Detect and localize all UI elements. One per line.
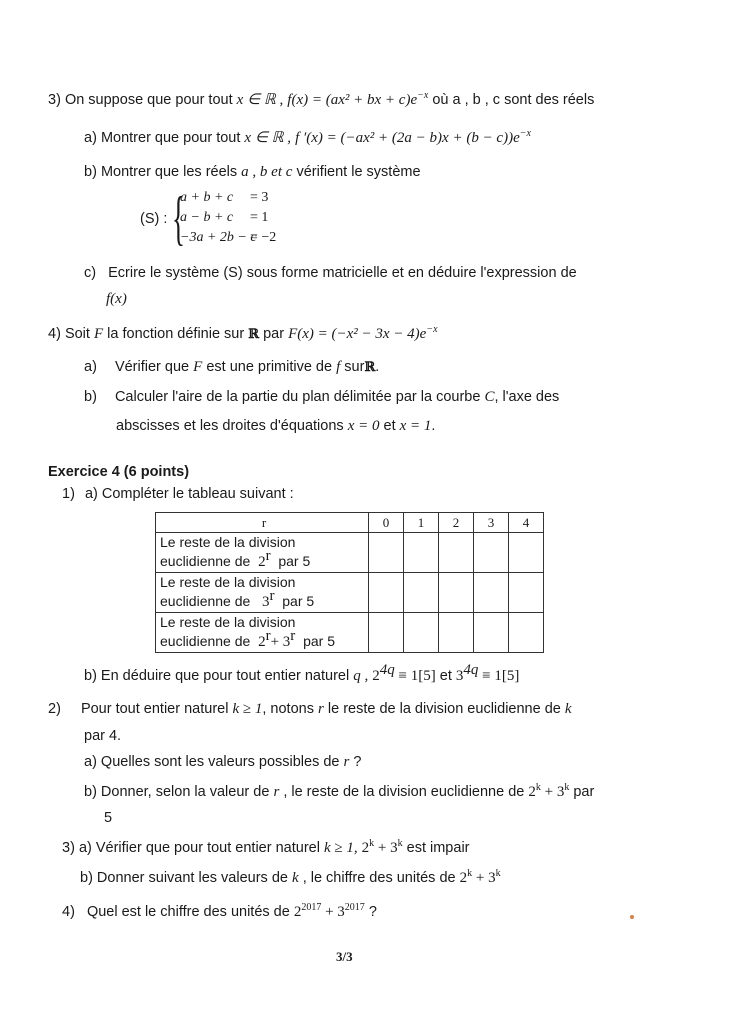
- ex4-q2-text1: Pour tout entier naturel: [80, 701, 229, 717]
- ex4-q2-line: [48, 699, 572, 719]
- ex4-q3a-line: [62, 838, 470, 858]
- exercise-4-title: Exercice 4 (6 points): [48, 464, 190, 480]
- q4b-line2: [116, 416, 435, 436]
- ex4-q3a-k: k ≥ 1,: [323, 840, 358, 856]
- ex4-q4-text: Quel est le chiffre des unités de: [86, 904, 290, 920]
- ex4-q1b-q: q ,: [353, 668, 369, 684]
- ex4-q4-number: 4): [62, 904, 75, 920]
- ex4-q1b-congruence-1: $2^{4q} \equiv 1[5]$: [372, 662, 436, 684]
- row-label-3r: Le reste de la division euclidienne de 3$^r$ par 5: [156, 573, 369, 613]
- q3b-label: b): [84, 164, 97, 180]
- q4a-F: F: [193, 359, 203, 375]
- q3b-text: Montrer que les réels: [100, 164, 238, 180]
- q4b-et: et: [383, 418, 396, 434]
- table-cell[interactable]: [474, 533, 509, 573]
- system-row-1-rhs: = 3: [250, 190, 269, 205]
- header-0: 0: [369, 513, 404, 533]
- q4-R: ℝ: [248, 327, 260, 342]
- ex4-q2-text2: , notons: [262, 701, 314, 717]
- ex4-q3a-tail: est impair: [406, 840, 470, 856]
- table-cell[interactable]: [404, 533, 439, 573]
- ex4-q4-expression: $2^{2017} + 3^{2017}$: [293, 902, 365, 920]
- system-row-2-lhs: a − b + c: [180, 210, 234, 225]
- ex4-q2a-r: r: [343, 754, 350, 770]
- table-cell[interactable]: [439, 573, 474, 613]
- ex4-q2b-line2: 5: [104, 810, 113, 826]
- q4b-end: .: [431, 418, 436, 434]
- q3c-label: c): [84, 265, 97, 281]
- q3a-label: a): [84, 130, 97, 146]
- system-label: (S) :: [140, 211, 168, 227]
- q4a-label: a): [84, 359, 97, 375]
- q4b-x1: x = 1: [399, 418, 432, 434]
- table-cell[interactable]: [439, 533, 474, 573]
- table-cell[interactable]: [369, 613, 404, 653]
- q4a-text1: Vérifier que: [114, 359, 190, 375]
- ex4-q1a-line: [62, 484, 294, 504]
- system-row-3-lhs: −3a + 2b − c: [180, 230, 257, 245]
- q4a-f: f: [336, 359, 341, 375]
- q3a-condition: x ∈ ℝ ,: [244, 130, 292, 146]
- ex4-q3b-text: b) Donner suivant les valeurs de: [80, 870, 288, 886]
- q4b-C: C: [484, 389, 495, 405]
- ex4-q3-number: 3): [62, 840, 75, 856]
- row-label-2r: Le reste de la division euclidienne de 2$^r$ par 5: [156, 533, 369, 573]
- ex4-q4-line: [62, 902, 377, 922]
- ex4-q2b-text2: , le reste de la division euclidienne de: [283, 784, 525, 800]
- ex4-q2b-text1: b) Donner, selon la valeur de: [84, 784, 270, 800]
- ex4-q2-text3: le reste de la division euclidienne de: [327, 701, 561, 717]
- header-1: 1: [404, 513, 439, 533]
- table-header-row: [156, 513, 544, 533]
- ex4-q2a-text: a) Quelles sont les valeurs possibles de: [84, 754, 340, 770]
- q4b-line2-text: abscisses et les droites d'équations: [116, 418, 344, 434]
- ex4-q2b-r: r: [273, 784, 280, 800]
- q3c-function: f(x): [106, 291, 127, 307]
- q4a-line: [84, 357, 379, 378]
- table-row: [156, 613, 544, 653]
- ex4-q1b-line: [84, 662, 520, 686]
- ex4-q2b-line: [84, 782, 594, 802]
- ex4-q2a-line: [84, 752, 361, 772]
- q3c-line: [84, 263, 577, 283]
- table-cell[interactable]: [509, 533, 544, 573]
- ex4-q1-number: 1): [62, 486, 75, 502]
- q3-tail: où a , b , c sont des réels: [432, 92, 595, 108]
- q4b-line: [84, 387, 559, 407]
- ex4-q2b-expression: $2^k + 3^k$: [528, 782, 570, 800]
- header-2: 2: [439, 513, 474, 533]
- ex4-q3a-expression: $2^k + 3^k$: [361, 838, 403, 856]
- table-cell[interactable]: [509, 573, 544, 613]
- q4a-text3: sur: [344, 359, 365, 375]
- q3b-vars: a , b et c: [241, 164, 293, 180]
- q3a-text: Montrer que pour tout: [100, 130, 241, 146]
- ex4-q1a-text: a) Compléter le tableau suivant :: [84, 486, 294, 502]
- system-row-2-rhs: = 1: [250, 210, 269, 225]
- q3b-tail: vérifient le système: [296, 164, 421, 180]
- q3c-text: Ecrire le système (S) sous forme matricielle et en déduire l'expression de: [108, 265, 577, 281]
- ex4-q2-k: k ≥ 1: [232, 701, 263, 717]
- q4b-x0: x = 0: [347, 418, 380, 434]
- row-label-2r-3r: Le reste de la division euclidienne de $2^r+ 3^r$ par 5: [156, 613, 369, 653]
- q3-condition: x ∈ ℝ ,: [236, 92, 284, 108]
- ex4-q3a-text: a) Vérifier que pour tout entier naturel: [78, 840, 320, 856]
- q3-function: f(x) = (ax² + bx + $c)e^{-x}$: [287, 90, 429, 108]
- system-row-3-rhs: = −2: [250, 230, 277, 245]
- ex4-q3b-text2: , le chiffre des unités de: [302, 870, 456, 886]
- remainder-table: [155, 512, 544, 653]
- q4-function: $F(x) = (-x^2 - 3x - 4)e^{-x}$: [288, 324, 438, 342]
- table-cell[interactable]: [404, 573, 439, 613]
- q4a-text2: est une primitive de: [206, 359, 333, 375]
- ex4-q3b-expression: $2^k + 3^k$: [459, 868, 501, 886]
- q3-text: On suppose que pour tout: [64, 92, 233, 108]
- ex4-q3b-k: k: [291, 870, 299, 886]
- table-cell[interactable]: [474, 573, 509, 613]
- ex4-q3b-line: [80, 868, 501, 888]
- q3-line: [48, 90, 594, 110]
- system-brace: {: [172, 185, 185, 251]
- q3a-line: [84, 128, 531, 148]
- ex4-q1b-congruence-2: $3^{4q} \equiv 1[5]$: [455, 662, 520, 684]
- q4-par: par: [263, 326, 285, 342]
- q3b-line: [84, 162, 421, 182]
- q4a-R: ℝ: [364, 360, 376, 375]
- scan-speck: [630, 915, 634, 919]
- ex4-q2a-end: ?: [353, 754, 362, 770]
- page-number: 3/3: [336, 949, 353, 964]
- ex4-q2b-tail: par: [573, 784, 595, 800]
- table-cell[interactable]: [439, 613, 474, 653]
- table-row: [156, 533, 544, 573]
- ex4-q2-k2: k: [564, 701, 572, 717]
- ex4-q4-end: ?: [368, 904, 377, 920]
- q4b-text1: Calculer l'aire de la partie du plan délimitée par la courbe: [114, 389, 481, 405]
- header-r: r: [156, 513, 369, 533]
- table-cell[interactable]: [404, 613, 439, 653]
- header-4: 4: [509, 513, 544, 533]
- system-row-1-lhs: a + b + c: [180, 190, 234, 205]
- q4b-text2: , l'axe des: [494, 389, 560, 405]
- q4-text: Soit: [64, 326, 90, 342]
- q4-text2: la fonction définie sur: [107, 326, 245, 342]
- q4-number: 4): [48, 326, 61, 342]
- q4a-end: .: [375, 359, 380, 375]
- ex4-q1b-et: et: [439, 668, 452, 684]
- q4-line: [48, 324, 438, 345]
- table-cell[interactable]: [474, 613, 509, 653]
- header-3: 3: [474, 513, 509, 533]
- ex4-q2-number: 2): [48, 701, 61, 717]
- table-row: [156, 573, 544, 613]
- ex4-q2-line2: par 4.: [84, 728, 122, 744]
- table-cell[interactable]: [369, 573, 404, 613]
- q4b-label: b): [84, 389, 97, 405]
- ex4-q1b-text: b) En déduire que pour tout entier naturel: [84, 668, 350, 684]
- q3-number: 3): [48, 92, 61, 108]
- table-cell[interactable]: [369, 533, 404, 573]
- table-cell[interactable]: [509, 613, 544, 653]
- q3a-derivative: f $'(x) = (-ax^2 + (2a - b)x + (b - c))e^{-x}$: [295, 128, 531, 146]
- ex4-q2-r: r: [318, 701, 324, 717]
- q4-F: F: [93, 326, 104, 342]
